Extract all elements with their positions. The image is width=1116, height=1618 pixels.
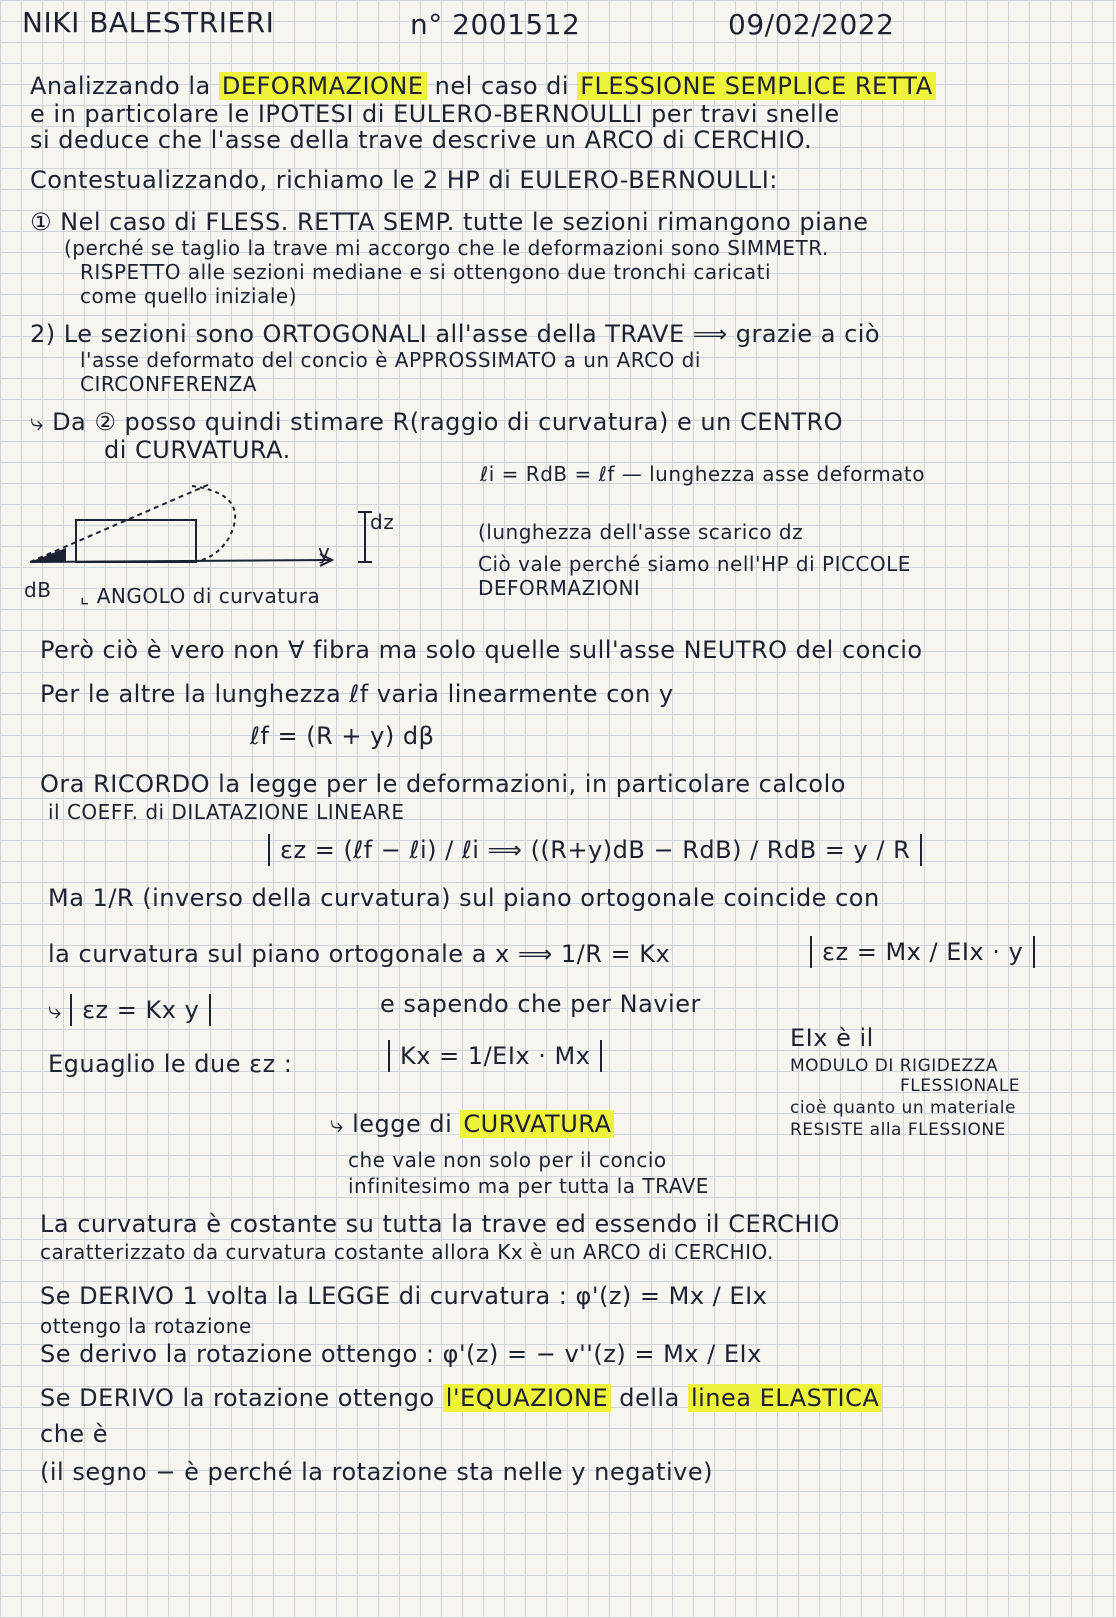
fibers-line-2: Per le altre la lunghezza ℓf varia linearmente con y bbox=[40, 680, 674, 708]
strain-equation: εz = (ℓf − ℓi) / ℓi ⟹ ((R+y)dB − RdB) / RdB = y / R bbox=[268, 834, 922, 866]
final-line-3: Se DERIVO 1 volta la LEGGE di curvatura : φ'(z) = Mx / EIx bbox=[40, 1282, 768, 1310]
fibers-line-1: Però ciò è vero non ∀ fibra ma solo quelle sull'asse NEUTRO del concio bbox=[40, 636, 923, 664]
fibers-equation: ℓf = (R + y) dβ bbox=[250, 722, 435, 750]
intro-line-3: si deduce che l'asse della trave descrive un ARCO di CERCHIO. bbox=[30, 126, 813, 154]
final-text-a: Se DERIVO la rotazione ottengo bbox=[40, 1384, 435, 1412]
highlight-linea-elastica: linea ELASTICA bbox=[688, 1384, 882, 1412]
dz-label: dz bbox=[370, 510, 395, 534]
law-label-text: legge di bbox=[352, 1110, 453, 1138]
final-line-4: ottengo la rotazione bbox=[40, 1314, 252, 1338]
document-date: 09/02/2022 bbox=[728, 8, 895, 41]
radius-line-1: ⤷ Da ② posso quindi stimare R(raggio di curvatura) e un CENTRO bbox=[30, 408, 844, 436]
final-line-1: La curvatura è costante su tutta la trave ed essendo il CERCHIO bbox=[40, 1210, 840, 1238]
hp2-line-2: l'asse deformato del concio è APPROSSIMATO a un ARCO di bbox=[80, 348, 701, 372]
final-line-6 bbox=[40, 1384, 882, 1412]
intro-text-c: nel caso di bbox=[434, 72, 570, 100]
rig-line-5: RESISTE alla FLESSIONE bbox=[790, 1120, 1006, 1140]
law-line-2: il COEFF. di DILATAZIONE LINEARE bbox=[48, 800, 405, 824]
deformed-arc bbox=[192, 486, 235, 560]
curv-line-3: e sapendo che per Navier bbox=[380, 990, 701, 1018]
diagram-note-3: DEFORMAZIONI bbox=[478, 576, 641, 600]
concio-rect bbox=[76, 520, 196, 562]
law-line-1: Ora RICORDO la legge per le deformazioni, in particolare calcolo bbox=[40, 770, 846, 798]
rig-line-3: FLESSIONALE bbox=[900, 1076, 1021, 1096]
rig-line-4: cioè quanto un materiale bbox=[790, 1098, 1016, 1118]
dbeta-label: dB bbox=[24, 578, 52, 602]
curv-line-1: Ma 1/R (inverso della curvatura) sul piano ortogonale coincide con bbox=[48, 884, 880, 912]
navier-equation: εz = Mx / EIx · y bbox=[810, 936, 1035, 968]
hp1-line-4: come quello iniziale) bbox=[80, 284, 298, 308]
curv-line-2: la curvatura sul piano ortogonale a x ⟹ 1/R = Kx bbox=[48, 940, 671, 968]
highlight-flessione: FLESSIONE SEMPLICE RETTA bbox=[577, 72, 935, 100]
intro-line-1 bbox=[30, 72, 936, 100]
highlight-deformazione: DEFORMAZIONE bbox=[219, 72, 427, 100]
hp2-line-1: 2) Le sezioni sono ORTOGONALI all'asse della TRAVE ⟹ grazie a ciò bbox=[30, 320, 881, 348]
radius-text-1: Da ② posso quindi stimare R(raggio di curvatura) e un CENTRO bbox=[52, 408, 844, 436]
angle-text: ANGOLO di curvatura bbox=[96, 584, 321, 608]
author-name: NIKI BALESTRIERI bbox=[22, 6, 275, 39]
diagram-note-1: (lunghezza dell'asse scarico dz bbox=[478, 520, 804, 544]
final-line-7: che è bbox=[40, 1420, 109, 1448]
angle-wedge bbox=[30, 548, 66, 562]
highlight-curvatura: CURVATURA bbox=[460, 1110, 614, 1138]
highlight-equazione: l'EQUAZIONE bbox=[443, 1384, 611, 1412]
rig-line-1: EIx è il bbox=[790, 1024, 874, 1052]
final-text-c: della bbox=[619, 1384, 680, 1412]
final-line-2: caratterizzato da curvatura costante allora Kx è un ARCO di CERCHIO. bbox=[40, 1240, 774, 1264]
radius-line-2: di CURVATURA. bbox=[104, 436, 291, 464]
student-id: n° 2001512 bbox=[410, 8, 581, 41]
context-line: Contestualizzando, richiamo le 2 HP di EULERO-BERNOULLI: bbox=[30, 166, 778, 194]
curv-note-2: infinitesimo ma per tutta la TRAVE bbox=[348, 1174, 709, 1198]
curv-eq1: εz = Kx y bbox=[70, 994, 211, 1026]
final-line-8: (il segno − è perché la rotazione sta nelle y negative) bbox=[40, 1458, 713, 1486]
hp1-line-2: (perché se taglio la trave mi accorgo che le deformazioni sono SIMMETR. bbox=[64, 236, 829, 260]
hp2-line-3: CIRCONFERENZA bbox=[80, 372, 257, 396]
curvature-law-label: ⤷ legge di CURVATURA bbox=[330, 1110, 614, 1138]
y-label: y bbox=[318, 540, 331, 564]
diagram-formula: ℓi = RdB = ℓf — lunghezza asse deformato bbox=[480, 462, 926, 486]
hp1-line-3: RISPETTO alle sezioni mediane e si ottengono due tronchi caricati bbox=[80, 260, 772, 284]
radius-line bbox=[30, 484, 210, 562]
diagram-note-2: Ciò vale perché siamo nell'HP di PICCOLE bbox=[478, 552, 911, 576]
rig-line-2: MODULO DI RIGIDEZZA bbox=[790, 1056, 999, 1076]
curvature-law-equation: Kx = 1/EIx · Mx bbox=[388, 1040, 602, 1072]
curv-note-1: che vale non solo per il concio bbox=[348, 1148, 667, 1172]
curv-line-4: Eguaglio le due εz : bbox=[48, 1050, 293, 1078]
curv-eq1-row: ⤷ εz = Kx y bbox=[48, 996, 211, 1024]
final-line-5: Se derivo la rotazione ottengo : φ'(z) = − v''(z) = Mx / EIx bbox=[40, 1340, 762, 1368]
intro-line-2: e in particolare le IPOTESI di EULERO-BERNOULLI per travi snelle bbox=[30, 100, 840, 128]
hp1-line-1: ① Nel caso di FLESS. RETTA SEMP. tutte le sezioni rimangono piane bbox=[30, 208, 869, 236]
intro-text-a: Analizzando la bbox=[30, 72, 211, 100]
angle-label: ⌞ ANGOLO di curvatura bbox=[80, 584, 321, 608]
